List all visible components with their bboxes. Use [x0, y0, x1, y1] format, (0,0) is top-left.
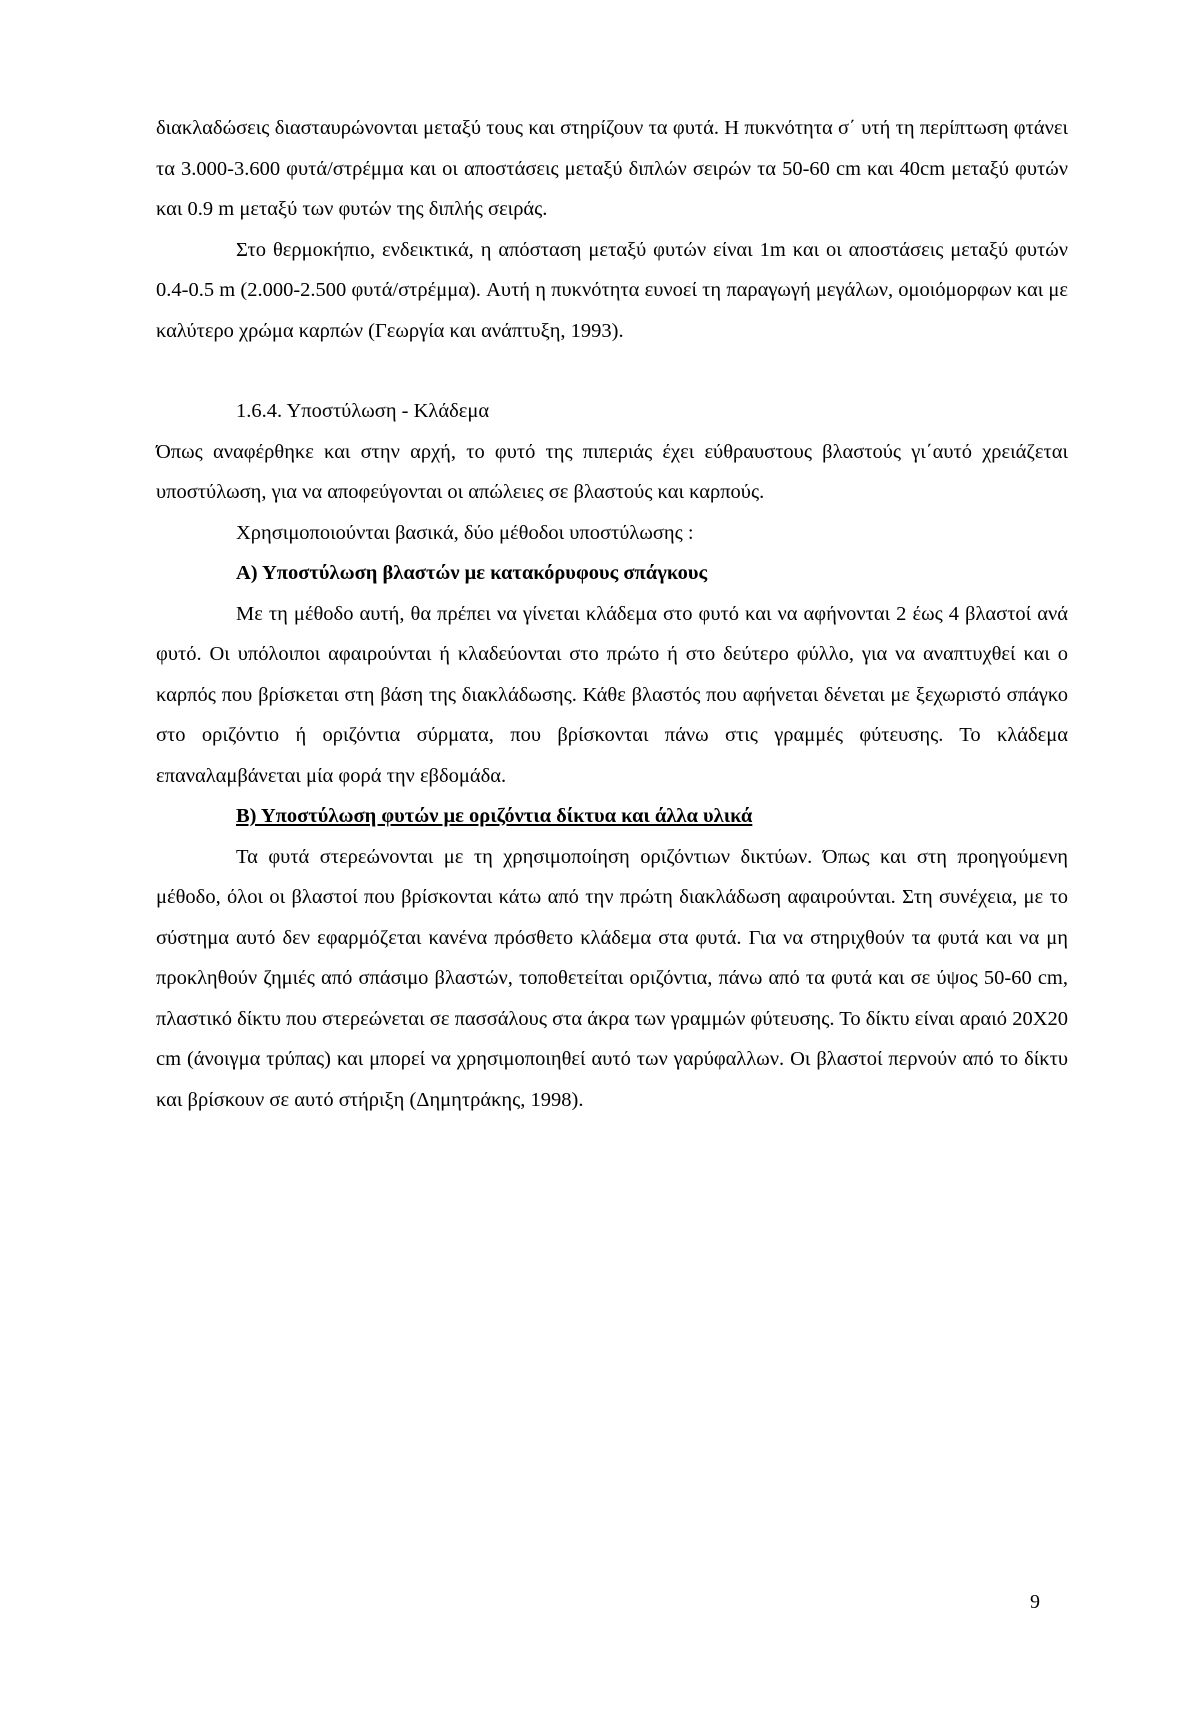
subheading-horizontal-nets: Β) Υποστύλωση φυτών με οριζόντια δίκτυα και άλλα υλικά: [236, 805, 753, 827]
page-number: 9: [1030, 1591, 1040, 1613]
paragraph-horizontal-nets-method: Τα φυτά στερεώνονται με τη χρησιμοποίηση οριζόντιων δικτύων. Όπως και στη προηγούμενη μέθοδο, όλοι οι βλαστοί που βρίσκονται κάτω από την πρώτη διακλάδωση αφαιρούνται. Στη συνέχεια, με το σύστημα αυτό δεν εφαρμόζεται κανένα πρόσθετο κλάδεμα στα φυτά. Για να στηριχθούν τα φυτά και να μη προκληθούν ζημιές από σπάσιμο βλαστών, τοποθετείται οριζόντια, πάνω από τα φυτά και σε ύψος 50-60 cm, πλαστικό δίκτυ που στερεώνεται σε πασσάλους στα άκρα των γραμμών φύτευσης. Το δίκτυ είναι αραιό 20Χ20 cm (άνοιγμα τρύπας) και μπορεί να χρησιμοποιηθεί αυτό των γαρύφαλλων. Οι βλαστοί περνούν από το δίκτυ και βρίσκουν σε αυτό στήριξη (Δημητράκης, 1998).: [156, 845, 1068, 1111]
section-heading-support-pruning: 1.6.4. Υποστύλωση - Κλάδεμα: [236, 400, 490, 422]
paragraph-two-methods: Χρησιμοποιούνται βασικά, δύο μέθοδοι υποστύλωσης :: [236, 521, 694, 544]
subheading-vertical-strings: Α) Υποστύλωση βλαστών με κατακόρυφους σπάγκους: [236, 562, 708, 584]
paragraph-plant-density: διακλαδώσεις διασταυρώνονται μεταξύ τους και στηρίζουν τα φυτά. Η πυκνότητα σ΄ υτή τη περίπτωση φτάνει τα 3.000-3.600 φυτά/στρέμμα και οι αποστάσεις μεταξύ διπλών σειρών τα 50-60 cm και 40cm μεταξύ φυτών και 0.9 m μεταξύ των φυτών της διπλής σειράς.: [156, 117, 1068, 220]
paragraph-greenhouse-spacing: Στο θερμοκήπιο, ενδεικτικά, η απόσταση μεταξύ φυτών είναι 1m και οι αποστάσεις μεταξύ φυτών 0.4-0.5 m (2.000-2.500 φυτά/στρέμμα). Αυτή η πυκνότητα ευνοεί τη παραγωγή μεγάλων, ομοιόμορφων και με καλύτερο χρώμα καρπών (Γεωργία και ανάπτυξη, 1993).: [156, 238, 1068, 342]
document-page: [156, 108, 1068, 1120]
paragraph-fragile-stems: Όπως αναφέρθηκε και στην αρχή, το φυτό της πιπεριάς έχει εύθραυστους βλαστούς γι΄αυτό χρειάζεται υποστύλωση, για να αποφεύγονται οι απώλειες σε βλαστούς και καρπούς.: [156, 440, 1068, 503]
paragraph-vertical-strings-method: Με τη μέθοδο αυτή, θα πρέπει να γίνεται κλάδεμα στο φυτό και να αφήνονται 2 έως 4 βλαστοί ανά φυτό. Οι υπόλοιποι αφαιρούνται ή κλαδεύονται στο πρώτο ή στο δεύτερο φύλλο, για να αναπτυχθεί και ο καρπός που βρίσκεται στη βάση της διακλάδωσης. Κάθε βλαστός που αφήνεται δένεται με ξεχωριστό σπάγκο στο οριζόντιο ή οριζόντια σύρματα, που βρίσκονται πάνω στις γραμμές φύτευσης. Το κλάδεμα επαναλαμβάνεται μία φορά την εβδομάδα.: [156, 602, 1068, 787]
